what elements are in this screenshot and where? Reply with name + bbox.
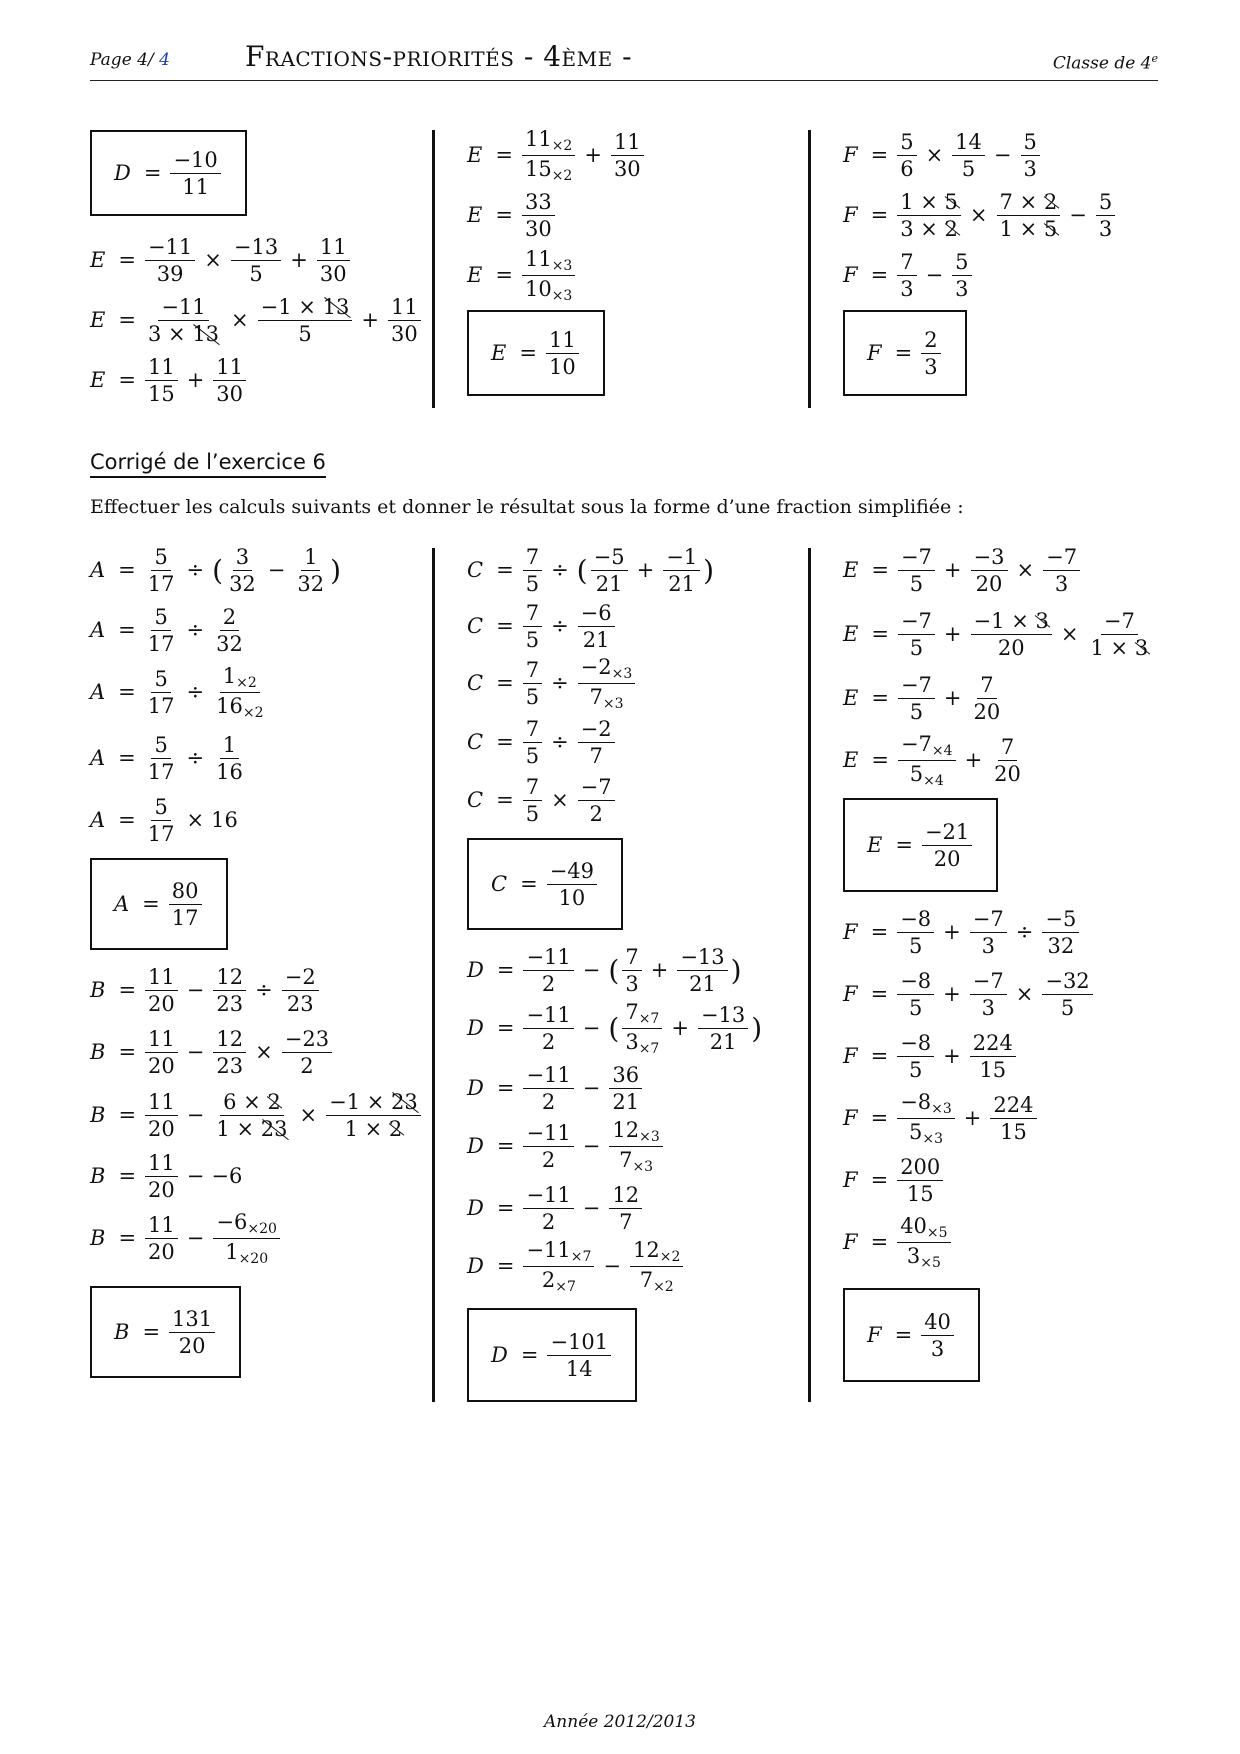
result-box-F-2: F = $\frac{40}{3}$ — [843, 1288, 980, 1382]
equation-E-2: E = $\frac{-11}{3 \times 13}$ × $\frac{-1 \times 13}{5}$ + $\frac{11}{30}$ — [90, 290, 423, 350]
equation-F-1: F = $\frac{5}{6}$ × $\frac{14}{5}$ − $\frac{5}{3}$ — [843, 125, 1042, 185]
result-box-E: E = $\frac{11}{10}$ — [467, 310, 605, 396]
result-box-E-2: E = $\frac{-21}{20}$ — [843, 798, 998, 892]
bottom-column-3 — [843, 540, 1163, 1400]
result-box-A: A = $\frac{80}{17}$ — [90, 858, 228, 950]
equation-B-4: B = $\frac{11}{20}$ − −6 — [90, 1150, 243, 1202]
equation-D-5: D = $\frac{-11}{2}$ − $\frac{12}{7}$ — [467, 1178, 644, 1238]
column-divider — [808, 130, 811, 408]
equation-A-1: A = $\frac{5}{17}$ ÷ ( 3 32 − $\frac{1}{32}$ ) — [90, 544, 342, 596]
equation-E-8: E = $\frac{-7}{5}$ + $\frac{-1 \times 3}{20}$ × $\frac{-7}{1 \times 3}$ — [843, 608, 1149, 660]
equation-C-2: C = $\frac{7}{5}$ ÷ $\frac{-6}{21}$ — [467, 596, 617, 656]
equation-E-5: E = $\frac{33}{30}$ — [467, 185, 557, 245]
equation-E-6: E = $\frac{11\times 3}{10\times 3}$ — [467, 245, 577, 305]
column-divider — [432, 548, 435, 1402]
equation-C-4: C = $\frac{7}{5}$ ÷ $\frac{-2}{7}$ — [467, 712, 617, 772]
equation-D-1: D = $\frac{-11}{2}$ − ( 7 3 + $\frac{-13}{21}$ ) — [467, 944, 742, 996]
equation-C-3: C = $\frac{7}{5}$ ÷ $\frac{-2\times 3}{7\times 3}$ — [467, 653, 637, 713]
equation-B-2: B = $\frac{11}{20}$ − $\frac{12}{23}$ × $\frac{-23}{2}$ — [90, 1022, 334, 1082]
page-total-link[interactable]: 4 — [159, 50, 170, 70]
equation-D-3: D = $\frac{-11}{2}$ − $\frac{36}{21}$ — [467, 1058, 644, 1118]
result-box-C: C = $\frac{-49}{10}$ — [467, 838, 623, 930]
page-number: Page 4/ 4 — [90, 50, 170, 70]
page-footer: Année 2012/2013 — [544, 1712, 696, 1732]
bottom-column-2 — [467, 540, 787, 1410]
equation-F-5: F = $\frac{-8}{5}$ + $\frac{-7}{3}$ × $\frac{-32}{5}$ — [843, 964, 1095, 1024]
equation-C-1: C = $\frac{7}{5}$ ÷ ( −5 21 + $\frac{-1}{21}$ ) — [467, 544, 715, 596]
section-title: Corrigé de l’exercice 6 — [90, 450, 326, 478]
result-box-D: D = $\frac{-10}{11}$ — [90, 130, 247, 216]
equation-B-5: B = $\frac{11}{20}$ − $\frac{-6\times 20}{1\times 20}$ — [90, 1208, 282, 1268]
equation-E-9: E = $\frac{-7}{5}$ + $\frac{7}{20}$ — [843, 672, 1001, 724]
top-column-2 — [467, 125, 787, 415]
equation-E-10: E = $\frac{-7\times 4}{5\times 4}$ + $\frac{7}{20}$ — [843, 731, 1021, 789]
top-column-3 — [843, 125, 1163, 415]
exercise-instructions: Effectuer les calculs suivants et donner le résultat sous la forme d’une fraction simplifiée : — [90, 496, 964, 518]
equation-A-4: A = $\frac{5}{17}$ ÷ $\frac{1}{16}$ — [90, 732, 243, 784]
page-header — [90, 40, 1158, 81]
equation-D-6: D = $\frac{-11\times 7}{2\times 7}$ − $\frac{12\times 2}{7\times 2}$ — [467, 1236, 685, 1296]
equation-D-2: D = $\frac{-11}{2}$ − ( 7×7 3×7 + $\frac{-13}{21}$ ) — [467, 999, 763, 1057]
equation-F-7: F = $\frac{-8\times 3}{5\times 3}$ + $\frac{224}{15}$ — [843, 1088, 1039, 1148]
equation-B-1: B = $\frac{11}{20}$ − $\frac{12}{23}$ ÷ $\frac{-2}{23}$ — [90, 960, 321, 1020]
equation-E-3: E = $\frac{11}{15}$ + $\frac{11}{30}$ — [90, 350, 248, 410]
equation-D-4: D = $\frac{-11}{2}$ − $\frac{12\times 3}{7\times 3}$ — [467, 1116, 665, 1176]
bottom-column-1 — [90, 540, 418, 1390]
equation-F-3: F = $\frac{7}{3}$ − $\frac{5}{3}$ — [843, 245, 974, 305]
equation-F-8: F = $\frac{200}{15}$ — [843, 1150, 945, 1210]
result-box-B: B = $\frac{131}{20}$ — [90, 1286, 241, 1378]
equation-F-6: F = $\frac{-8}{5}$ + $\frac{224}{15}$ — [843, 1026, 1018, 1086]
equation-E-1: E = $\frac{-11}{39}$ × $\frac{-13}{5}$ + $\frac{11}{30}$ — [90, 230, 352, 290]
top-column-1 — [90, 130, 418, 420]
result-box-F: F = $\frac{2}{3}$ — [843, 310, 967, 396]
equation-E-4: E = $\frac{11\times 2}{15\times 2}$ + $\frac{11}{30}$ — [467, 125, 646, 185]
equation-F-2: F = $\frac{1 \times 5}{3 \times 2}$ × $\frac{7 \times 2}{1 \times 5}$ − $\frac{5}{3}$ — [843, 185, 1117, 245]
class-label: Classe de 4e — [1052, 52, 1158, 74]
equation-B-3: B = $\frac{11}{20}$ − $\frac{6 \times 2}{1 \times 23}$ × $\frac{-1 \times 23}{1 \times 2}$ — [90, 1085, 423, 1145]
column-divider — [432, 130, 435, 408]
document-title: Fractions-priorités - 4ème - — [245, 40, 633, 73]
equation-A-2: A = $\frac{5}{17}$ ÷ $\frac{2}{32}$ — [90, 604, 243, 656]
result-box-D-2: D = $\frac{-101}{14}$ — [467, 1308, 637, 1402]
equation-A-5: A = $\frac{5}{17}$ × 16 — [90, 794, 238, 846]
equation-F-4: F = $\frac{-8}{5}$ + $\frac{-7}{3}$ ÷ $\frac{-5}{32}$ — [843, 902, 1081, 962]
equation-E-7: E = $\frac{-7}{5}$ + $\frac{-3}{20}$ × $\frac{-7}{3}$ — [843, 540, 1082, 600]
column-divider — [808, 548, 811, 1402]
equation-A-3: A = $\frac{5}{17}$ ÷ $\frac{1\times 2}{16\times 2}$ — [90, 663, 264, 721]
equation-F-9: F = $\frac{40\times 5}{3\times 5}$ — [843, 1212, 953, 1272]
equation-C-5: C = $\frac{7}{5}$ × $\frac{-7}{2}$ — [467, 770, 617, 830]
